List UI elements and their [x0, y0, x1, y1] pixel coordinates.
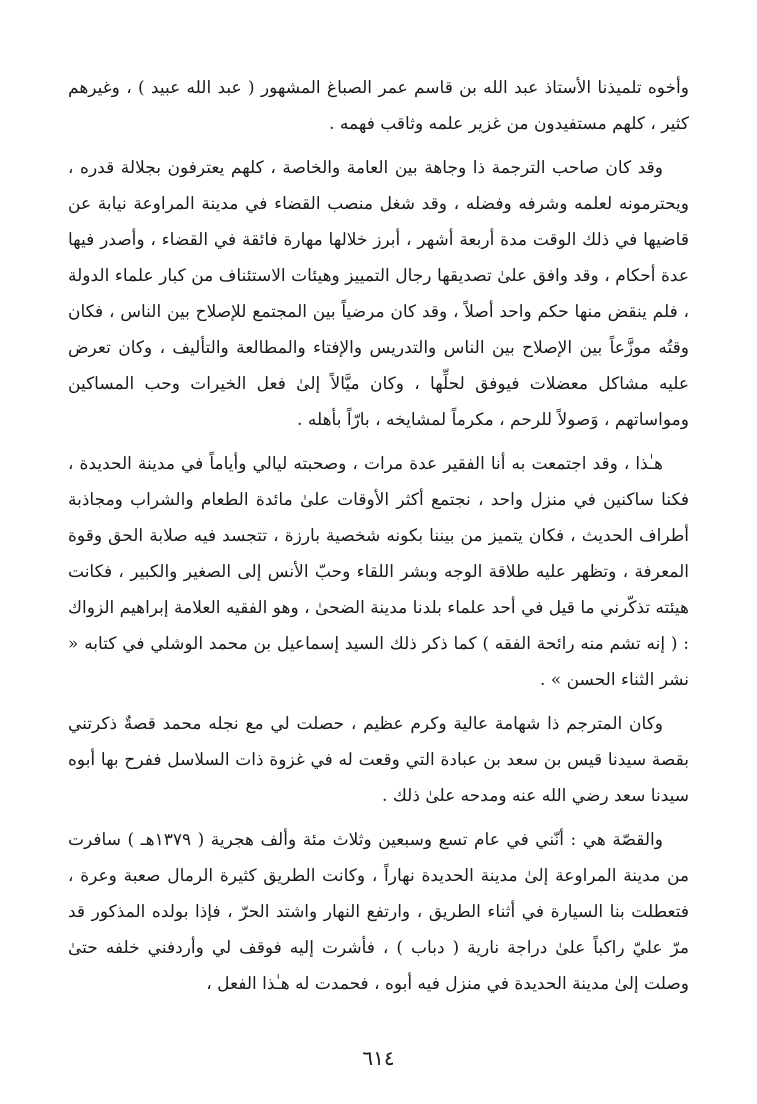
paragraph-4: وكان المترجم ذا شهامة عالية وكرم عظيم ، حصلت لي مع نجله محمد قصةٌ ذكرتني بقصة سيدنا قيس بن سعد بن عبادة التي وقعت له في غزوة ذات السلاسل ففرح بها أبوه سيدنا سعد رضي الله عنه ومدحه علىٰ ذلك .: [68, 714, 689, 806]
body-text: [68, 70, 689, 1002]
paragraph-1: وأخوه تلميذنا الأستاذ عبد الله بن قاسم عمر الصباغ المشهور ( عبد الله عبيد ) ، وغيرهم كثير ، كلهم مستفيدون من غزير علمه وثاقب فهمه .: [68, 78, 689, 134]
page-number: ٦١٤: [362, 1046, 395, 1070]
paragraph-3: هـٰذا ، وقد اجتمعت به أنا الفقير عدة مرات ، وصحبته ليالي وأياماً في مدينة الحديدة ، فكنا ساكنين في منزل واحد ، نجتمع أكثر الأوقات علىٰ مائدة الطعام والشراب ومجاذبة أطراف الحديث ، فكان يتميز من بيننا بكونه شخصية بارزة ، تتجسد فيه صلابة الحق وقوة المعرفة ، وتظهر عليه طلاقة الوجه وبشر اللقاء وحبّ الأنس إلى الصغير والكبير ، فكانت هيئته تذكّرني ما قيل في أحد علماء بلدنا مدينة الضحىٰ ، وهو الفقيه العلامة إبراهيم الزواك : ( إنه تشم منه رائحة الفقه ) كما ذكر ذلك السيد إسماعيل بن محمد الوشلي في كتابه « نشر الثناء الحسن » .: [68, 454, 689, 690]
paragraph-5: والقصّة هي : أنّني في عام تسع وسبعين وثلاث مئة وألف هجرية ( ١٣٧٩هـ ) سافرت من مدينة المراوعة إلىٰ مدينة الحديدة نهاراً ، وكانت الطريق كثيرة الرمال صعبة وعرة ، فتعطلت بنا السيارة في أثناء الطريق ، وارتفع النهار واشتد الحرّ ، فإذا بولده المذكور قد مرّ عليّ راكباً علىٰ دراجة نارية ( دباب ) ، فأشرت إليه فوقف لي وأردفني خلفه حتىٰ وصلت إلىٰ مدينة الحديدة في منزل فيه أبوه ، فحمدت له هـٰذا الفعل ،: [68, 830, 689, 994]
paragraph-2: وقد كان صاحب الترجمة ذا وجاهة بين العامة والخاصة ، كلهم يعترفون بجلالة قدره ، ويحترمونه لعلمه وشرفه وفضله ، وقد شغل منصب القضاء في مدينة المراوعة نيابة عن قاضيها في ذلك الوقت مدة أربعة أشهر ، أبرز خلالها مهارة فائقة في القضاء ، وأصدر فيها عدة أحكام ، وقد وافق علىٰ تصديقها رجال التمييز وهيئات الاستئناف من كبار علماء الدولة ، فلم ينقض منها حكم واحد أصلاً ، وقد كان مرضياً بين المجتمع للإصلاح بين الناس ، فكان وقتُه موزَّعاً بين الإصلاح بين الناس والتدريس والإفتاء والمطالعة والتأليف ، وكان تعرض عليه مشاكل معضلات فيوفق لحلِّها ، وكان ميَّالاً إلىٰ فعل الخيرات وحب المساكين ومواساتهم ، وَصولاً للرحم ، مكرماً لمشايخه ، بارّاً بأهله .: [68, 158, 690, 430]
